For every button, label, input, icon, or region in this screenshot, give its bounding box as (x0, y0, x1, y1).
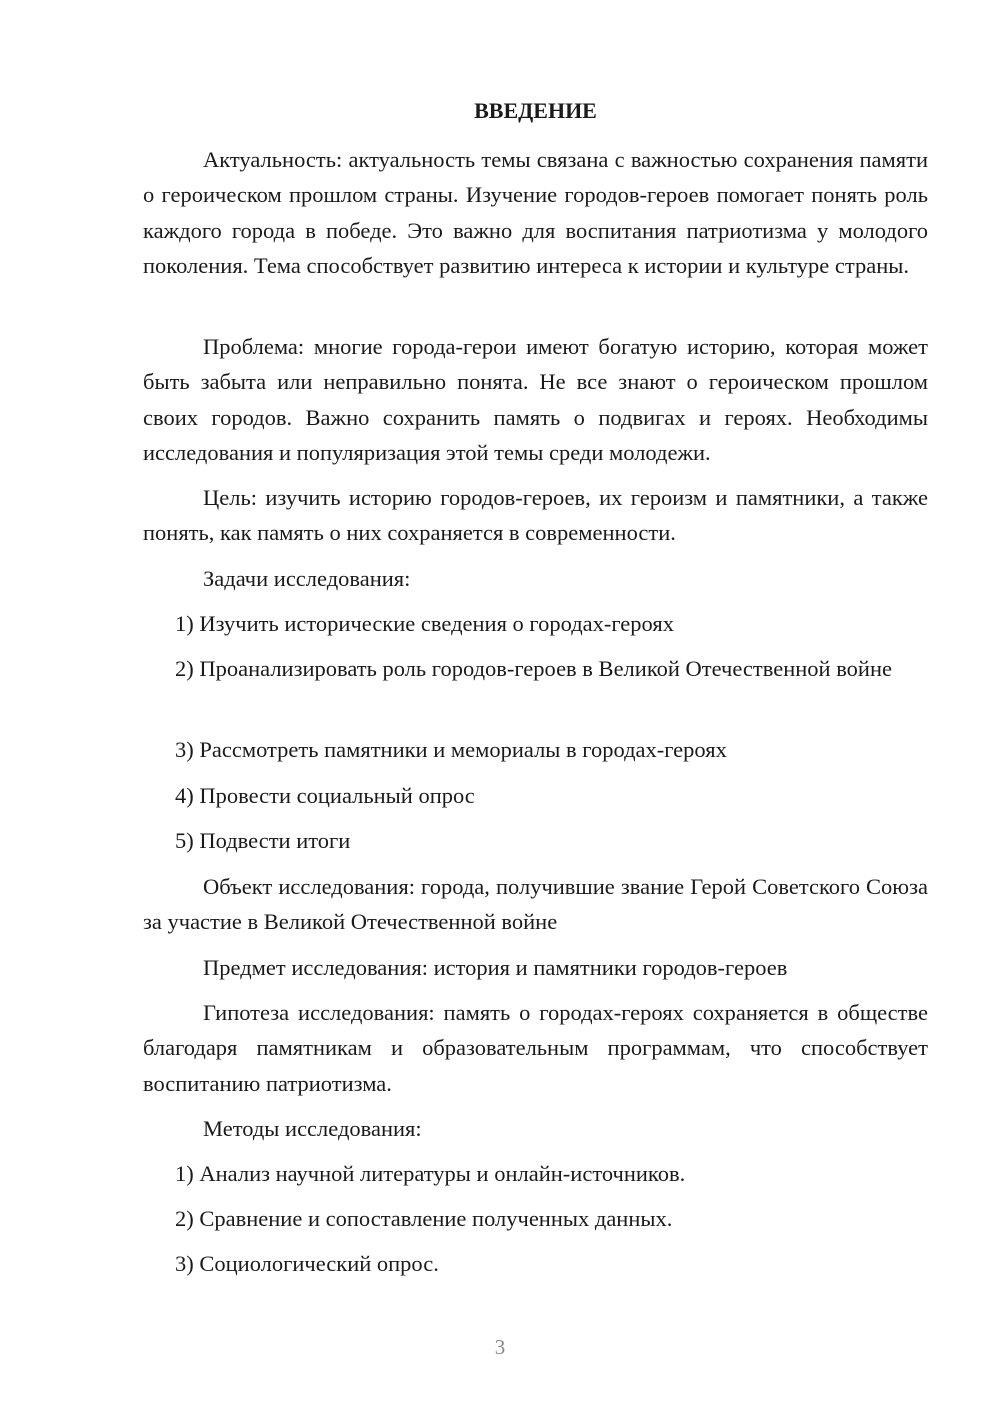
task-item-3: 3) Рассмотреть памятники и мемориалы в городах-героях (175, 737, 727, 762)
task-item-4: 4) Провести социальный опрос (175, 783, 475, 808)
task-item-5: 5) Подвести итоги (175, 828, 351, 853)
methods-title: Методы исследования: (203, 1116, 422, 1141)
hypothesis-paragraph: Гипотеза исследования: память о городах-героях сохраняется в обществе благодаря памятникам и образовательным программам, что способствует воспитанию патриотизма. (143, 1000, 928, 1096)
goal-paragraph: Цель: изучить историю городов-героев, их героизм и памятники, а также понять, как память о них сохраняется в современности. (143, 485, 928, 546)
object-paragraph: Объект исследования: города, получившие звание Герой Советского Союза за участие в Великой Отечественной войне (143, 874, 928, 935)
method-item-1: 1) Анализ научной литературы и онлайн-источников. (175, 1161, 686, 1186)
method-item-2: 2) Сравнение и сопоставление полученных данных. (175, 1206, 673, 1231)
subject-paragraph: Предмет исследования: история и памятники городов-героев (203, 955, 788, 980)
page-number: 3 (494, 1335, 506, 1359)
method-item-3: 3) Социологический опрос. (175, 1251, 439, 1276)
tasks-title: Задачи исследования: (203, 566, 411, 591)
task-item-1: 1) Изучить исторические сведения о городах-героях (175, 611, 674, 636)
task-item-2: 2) Проанализировать роль городов-героев в Великой Отечественной войне (175, 656, 892, 681)
section-heading: ВВЕДЕНИЕ (474, 98, 597, 123)
relevance-paragraph: Актуальность: актуальность темы связана с важностью сохранения памяти о героическом прошлом страны. Изучение городов-героев помогает понять роль каждого города в победе. Это важно для воспитания патриотизма у молодого поколения. Тема способствует развитию интереса к истории и культуре страны. (143, 147, 928, 279)
problem-paragraph: Проблема: многие города-герои имеют богатую историю, которая может быть забыта или неправильно понята. Не все знают о героическом прошлом своих городов. Важно сохранить память о подвигах и героях. Необходимы исследования и популяризация этой темы среди молодежи. (143, 334, 928, 466)
